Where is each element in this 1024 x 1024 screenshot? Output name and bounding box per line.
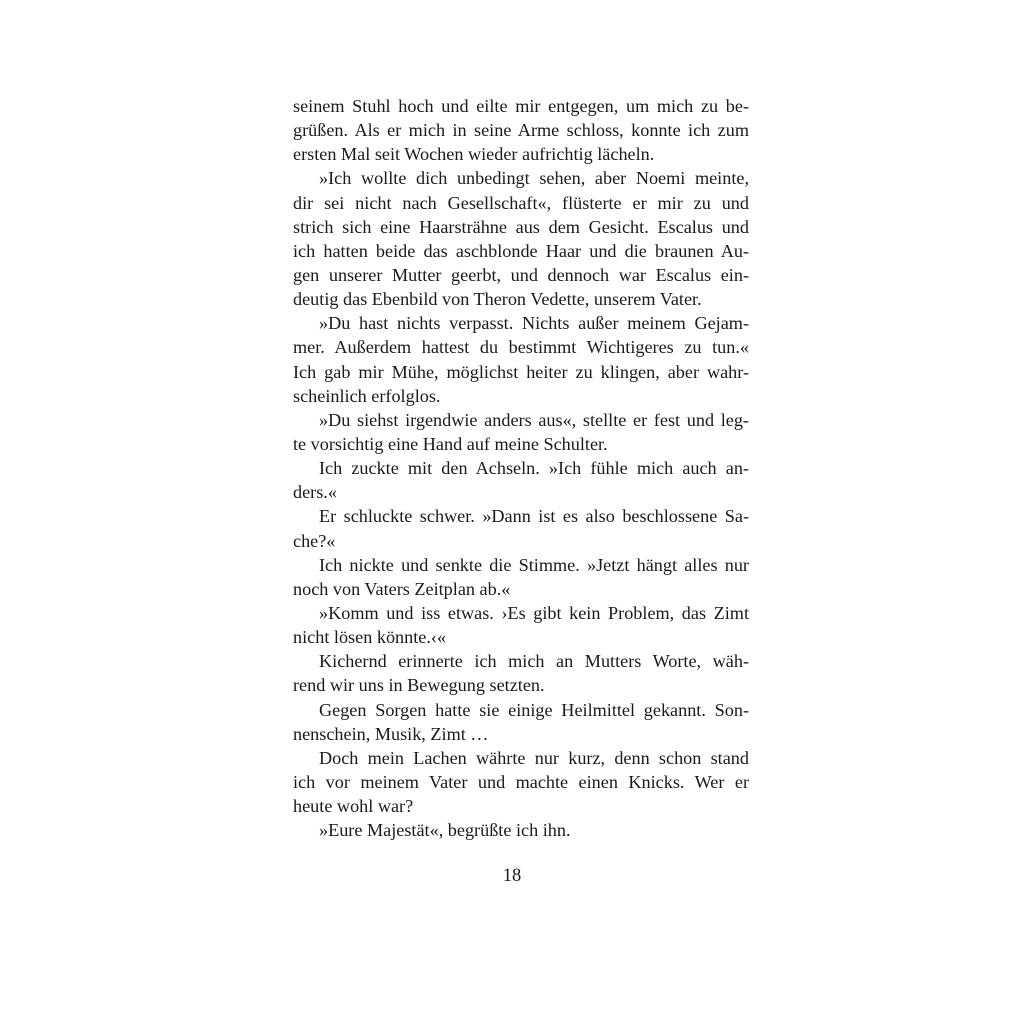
text-line: strich sich eine Haarsträhne aus dem Gesicht. Escalus und xyxy=(293,216,749,237)
text-line: Ich gab mir Mühe, möglichst heiter zu klingen, aber wahr- xyxy=(293,361,749,382)
text-line: »Du hast nichts verpasst. Nichts außer meinem Gejam- xyxy=(319,313,749,334)
text-line: grüßen. Als er mich in seine Arme schloss, konnte ich zum xyxy=(293,120,749,141)
text-line: Gegen Sorgen hatte sie einige Heilmittel gekannt. Son- xyxy=(319,699,749,720)
text-line: ich hatten beide das aschblonde Haar und die braunen Au- xyxy=(293,240,749,261)
text-line: nicht lösen könnte.‹« xyxy=(293,627,447,648)
text-line: seinem Stuhl hoch und eilte mir entgegen, um mich zu be- xyxy=(293,96,749,116)
text-line: »Ich wollte dich unbedingt sehen, aber Noemi meinte, xyxy=(319,168,749,189)
text-line: Ich zuckte mit den Achseln. »Ich fühle mich auch an- xyxy=(319,458,749,479)
text-line: ich vor meinem Vater und machte einen Knicks. Wer er xyxy=(293,771,749,792)
text-line: rend wir uns in Bewegung setzten. xyxy=(293,675,545,696)
text-line: Er schluckte schwer. »Dann ist es also beschlossene Sa- xyxy=(319,506,749,527)
text-line: ders.« xyxy=(293,482,337,503)
text-line: noch von Vaters Zeitplan ab.« xyxy=(293,578,511,599)
body-text xyxy=(293,94,749,842)
text-line: ersten Mal seit Wochen wieder aufrichtig lächeln. xyxy=(293,144,655,165)
text-line: dir sei nicht nach Gesellschaft«, flüsterte er mir zu und xyxy=(293,192,749,213)
text-line: nenschein, Musik, Zimt … xyxy=(293,723,489,744)
text-line: scheinlich erfolglos. xyxy=(293,385,441,406)
text-line: »Komm und iss etwas. ›Es gibt kein Problem, das Zimt xyxy=(319,602,749,623)
text-line: mer. Außerdem hattest du bestimmt Wichtigeres zu tun.« xyxy=(293,337,749,358)
page-number: 18 xyxy=(502,866,522,886)
text-line: »Eure Majestät«, begrüßte ich ihn. xyxy=(319,820,571,841)
text-line: Kichernd erinnerte ich mich an Mutters Worte, wäh- xyxy=(319,651,749,672)
text-line: »Du siehst irgendwie anders aus«, stellte er fest und leg- xyxy=(319,409,749,430)
text-line: che?« xyxy=(293,530,336,551)
text-line: Ich nickte und senkte die Stimme. »Jetzt hängt alles nur xyxy=(319,554,749,575)
text-line: heute wohl war? xyxy=(293,796,414,817)
text-line: Doch mein Lachen währte nur kurz, denn schon stand xyxy=(319,747,749,768)
text-line: te vorsichtig eine Hand auf meine Schulter. xyxy=(293,433,608,454)
text-line: gen unserer Mutter geerbt, und dennoch war Escalus ein- xyxy=(293,264,749,285)
text-line: deutig das Ebenbild von Theron Vedette, unserem Vater. xyxy=(293,289,702,310)
